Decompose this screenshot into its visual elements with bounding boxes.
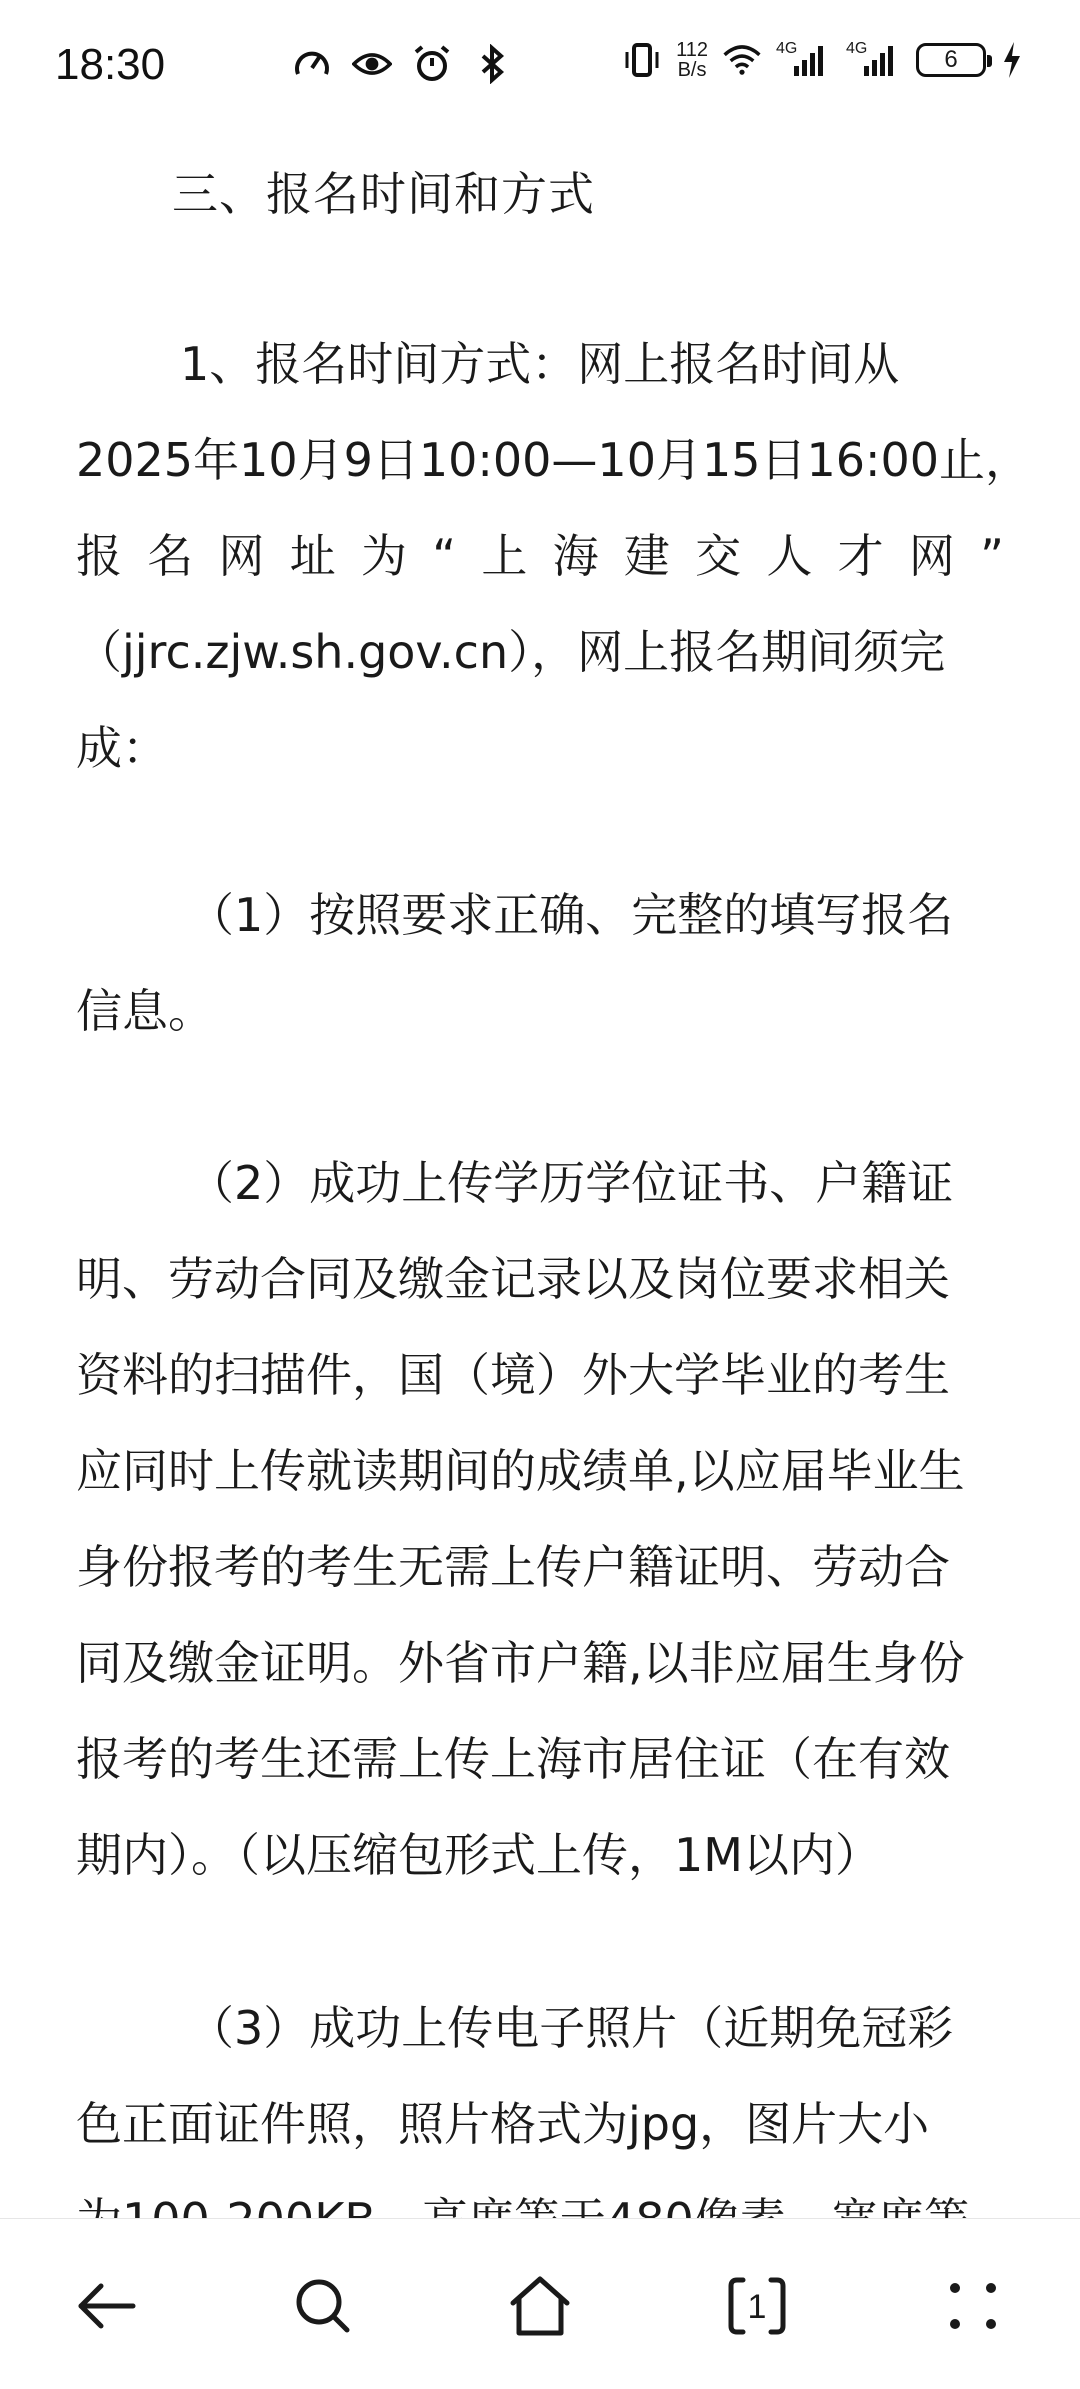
paragraph-registration-time	[76, 316, 1032, 796]
signal-1-icon	[776, 40, 832, 80]
bottom-navigation-bar	[0, 2218, 1080, 2389]
charging-icon	[1000, 40, 1024, 80]
back-button[interactable]	[72, 2271, 142, 2341]
network-speed-unit: B/s	[677, 59, 707, 81]
text-line: 成：	[76, 721, 168, 775]
tabs-icon	[725, 2274, 789, 2338]
text-line: 报考的考生还需上传上海市居住证（在有效	[76, 1732, 950, 1786]
tabs-button[interactable]	[722, 2271, 792, 2341]
alarm-icon	[412, 44, 452, 84]
battery-level: 6	[944, 46, 958, 73]
char: 名	[147, 529, 194, 583]
char: 上	[481, 529, 528, 583]
char: 网	[908, 529, 955, 583]
wifi-icon	[722, 40, 762, 80]
text-line: 2025年10月9日10:00—10月15日16:00止，	[76, 433, 1032, 487]
network-speed	[676, 40, 708, 80]
back-arrow-icon	[75, 2274, 139, 2338]
battery-indicator	[916, 43, 986, 77]
text-line: 期内）。（以压缩包形式上传，1M以内）	[76, 1828, 881, 1882]
vibrate-icon	[622, 40, 662, 80]
char: “	[432, 529, 457, 583]
text-line: 身份报考的考生无需上传户籍证明、劳动合	[76, 1540, 950, 1594]
status-left-icons	[292, 44, 512, 84]
text-line: 同及缴金证明。外省市户籍,以非应届生身份	[76, 1636, 965, 1690]
signal-2-icon	[846, 40, 902, 80]
network-speed-value: 112	[676, 39, 708, 61]
char: 海	[552, 529, 599, 583]
text-line-justified	[76, 508, 1004, 604]
char: 人	[766, 529, 813, 583]
text-line: 资料的扫描件，国（境）外大学毕业的考生	[76, 1348, 950, 1402]
section-heading: 三、报名时间和方式	[172, 167, 595, 221]
char: 才	[837, 529, 884, 583]
text-line: 明、劳动合同及缴金记录以及岗位要求相关	[76, 1252, 950, 1306]
text-line: 色正面证件照，照片格式为jpg，图片大小	[76, 2097, 930, 2151]
tabs-count: 1	[747, 2288, 767, 2326]
signal-1-label: 4G	[776, 40, 798, 57]
paragraph-item-2	[76, 1135, 1004, 1903]
menu-dots-icon	[941, 2274, 1005, 2338]
signal-2-label: 4G	[846, 40, 868, 57]
paragraph-item-1	[76, 867, 1004, 1059]
search-button[interactable]	[288, 2271, 358, 2341]
char: 报	[76, 529, 122, 583]
bluetooth-icon	[472, 44, 512, 84]
home-icon	[507, 2273, 573, 2339]
clock: 18:30	[55, 40, 166, 89]
menu-button[interactable]	[938, 2271, 1008, 2341]
speedometer-icon	[292, 44, 332, 84]
char: 网	[218, 529, 265, 583]
char: ”	[980, 529, 1004, 583]
text-line: （3）成功上传电子照片（近期免冠彩	[188, 2001, 954, 2055]
home-button[interactable]	[505, 2271, 575, 2341]
char: 为	[361, 529, 407, 583]
text-line: （jjrc.zjw.sh.gov.cn），网上报名期间须完	[76, 625, 946, 679]
search-icon	[291, 2274, 355, 2338]
char: 建	[623, 529, 670, 583]
text-line: （2）成功上传学历学位证书、户籍证	[188, 1156, 954, 1210]
status-right-icons	[622, 40, 1024, 80]
text-line: 应同时上传就读期间的成绩单,以应届毕业生	[76, 1444, 965, 1498]
text-line: 信息。	[76, 984, 214, 1038]
char: 交	[695, 529, 742, 583]
char: 址	[289, 529, 336, 583]
status-bar	[0, 0, 1080, 130]
text-line: 1、报名时间方式：网上报名时间从	[180, 337, 900, 391]
eye-icon	[352, 44, 392, 84]
text-line: （1）按照要求正确、完整的填写报名	[188, 888, 954, 942]
